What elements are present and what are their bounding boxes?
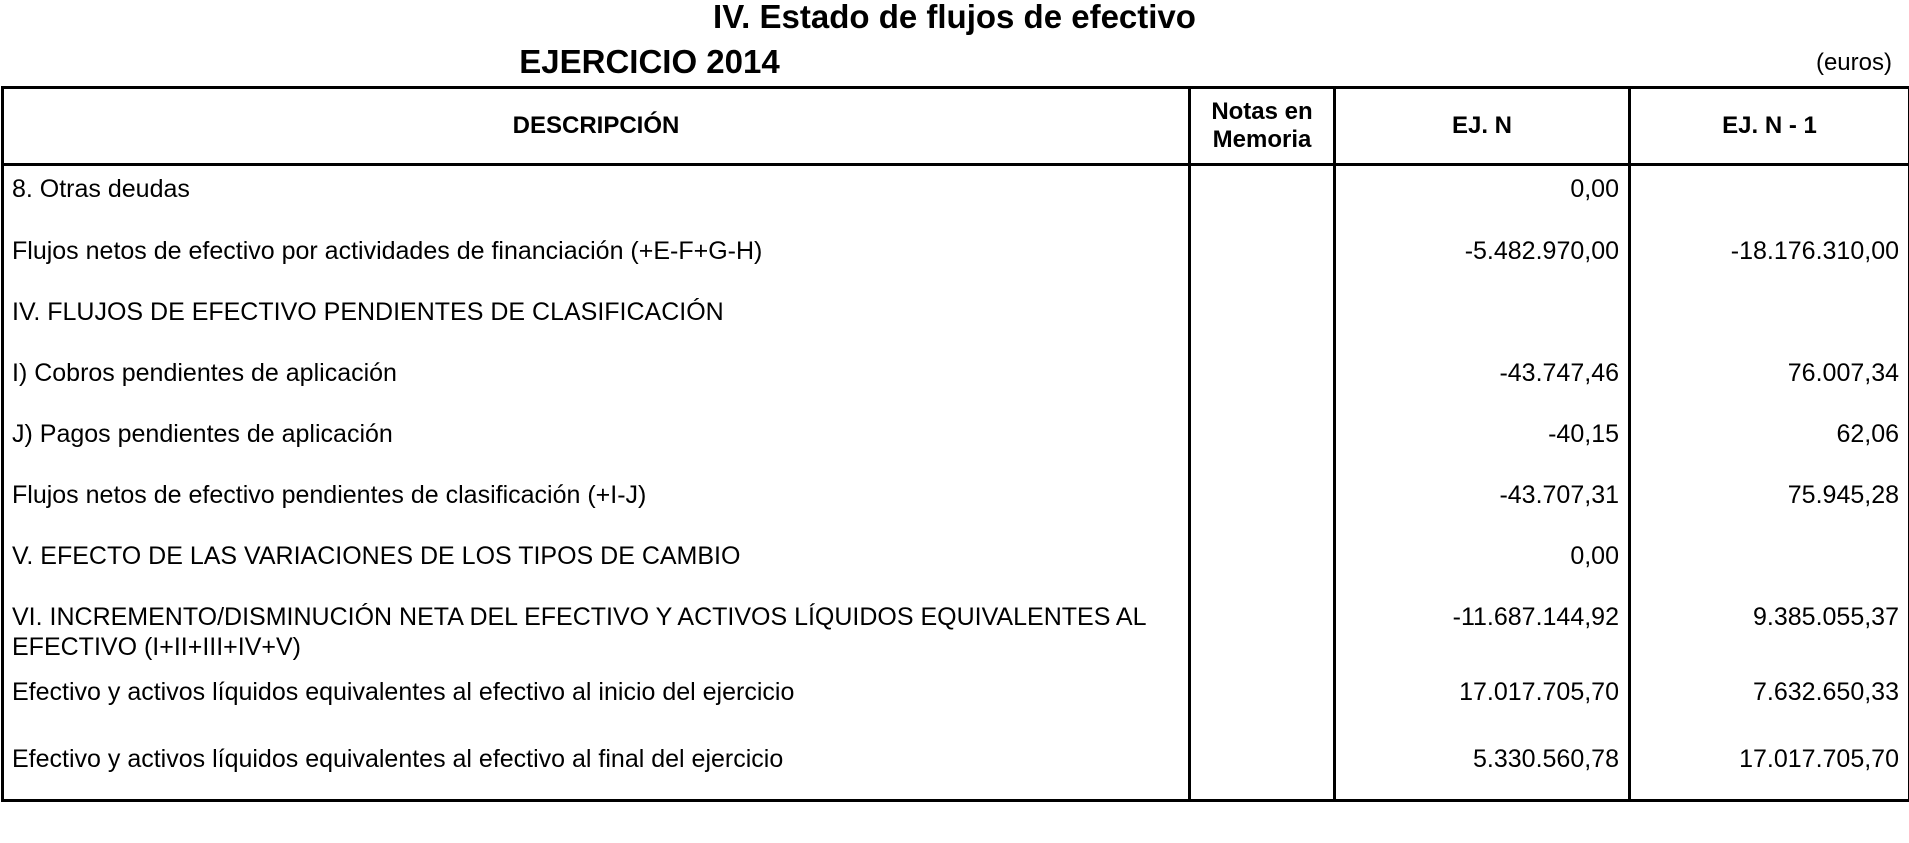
row-value-year-n-minus-1: 9.385.055,37 (1630, 597, 1909, 677)
table-row (3, 475, 1909, 536)
row-value-year-n: -11.687.144,92 (1335, 597, 1630, 677)
row-description: Flujos netos de efectivo por actividades de financiación (+E-F+G-H) (3, 231, 1190, 292)
row-value-year-n: -5.482.970,00 (1335, 231, 1630, 292)
row-notes (1190, 536, 1335, 597)
row-value-year-n: 17.017.705,70 (1335, 677, 1630, 729)
row-value-year-n-minus-1: 7.632.650,33 (1630, 677, 1909, 729)
row-description: V. EFECTO DE LAS VARIACIONES DE LOS TIPOS DE CAMBIO (3, 536, 1190, 597)
row-value-year-n: -43.747,46 (1335, 353, 1630, 414)
row-value-year-n-minus-1: 76.007,34 (1630, 353, 1909, 414)
table-row (3, 165, 1909, 231)
row-notes (1190, 231, 1335, 292)
row-description: I) Cobros pendientes de aplicación (3, 353, 1190, 414)
row-value-year-n: -43.707,31 (1335, 475, 1630, 536)
column-header-year-n-minus-1: EJ. N - 1 (1630, 88, 1909, 165)
row-value-year-n: 0,00 (1335, 165, 1630, 231)
row-description: 8. Otras deudas (3, 165, 1190, 231)
table-row (3, 292, 1909, 353)
row-description: IV. FLUJOS DE EFECTIVO PENDIENTES DE CLASIFICACIÓN (3, 292, 1190, 353)
fiscal-year-title: EJERCICIO 2014 (519, 43, 780, 80)
row-notes (1190, 165, 1335, 231)
column-header-year-n: EJ. N (1335, 88, 1630, 165)
table-row (3, 231, 1909, 292)
row-value-year-n: -40,15 (1335, 414, 1630, 475)
cash-flow-table (1, 86, 1909, 802)
row-notes (1190, 729, 1335, 801)
statement-title: IV. Estado de flujos de efectivo (713, 0, 1196, 35)
row-value-year-n-minus-1 (1630, 292, 1909, 353)
row-notes (1190, 414, 1335, 475)
table-row (3, 729, 1909, 801)
row-notes (1190, 597, 1335, 677)
row-value-year-n: 5.330.560,78 (1335, 729, 1630, 801)
row-notes (1190, 292, 1335, 353)
row-notes (1190, 475, 1335, 536)
currency-units: (euros) (1815, 49, 1892, 76)
table-header-row (3, 88, 1909, 165)
row-value-year-n-minus-1 (1630, 165, 1909, 231)
column-header-notes: Notas en Memoria (1190, 88, 1335, 165)
row-value-year-n-minus-1: 62,06 (1630, 414, 1909, 475)
row-description: Flujos netos de efectivo pendientes de clasificación (+I-J) (3, 475, 1190, 536)
row-value-year-n-minus-1: 17.017.705,70 (1630, 729, 1909, 801)
row-notes (1190, 353, 1335, 414)
row-description: J) Pagos pendientes de aplicación (3, 414, 1190, 475)
table-row (3, 677, 1909, 729)
row-description: Efectivo y activos líquidos equivalentes al efectivo al final del ejercicio (3, 729, 1190, 801)
row-value-year-n-minus-1 (1630, 536, 1909, 597)
table-row (3, 597, 1909, 677)
row-value-year-n-minus-1: -18.176.310,00 (1630, 231, 1909, 292)
row-notes (1190, 677, 1335, 729)
table-row (3, 353, 1909, 414)
table-row (3, 414, 1909, 475)
row-description: VI. INCREMENTO/DISMINUCIÓN NETA DEL EFECTIVO Y ACTIVOS LÍQUIDOS EQUIVALENTES AL EFECTIVO (I+II+III+IV+V) (3, 597, 1190, 677)
row-value-year-n-minus-1: 75.945,28 (1630, 475, 1909, 536)
row-description: Efectivo y activos líquidos equivalentes al efectivo al inicio del ejercicio (3, 677, 1190, 729)
table-row (3, 536, 1909, 597)
row-value-year-n (1335, 292, 1630, 353)
column-header-description: DESCRIPCIÓN (3, 88, 1190, 165)
row-value-year-n: 0,00 (1335, 536, 1630, 597)
